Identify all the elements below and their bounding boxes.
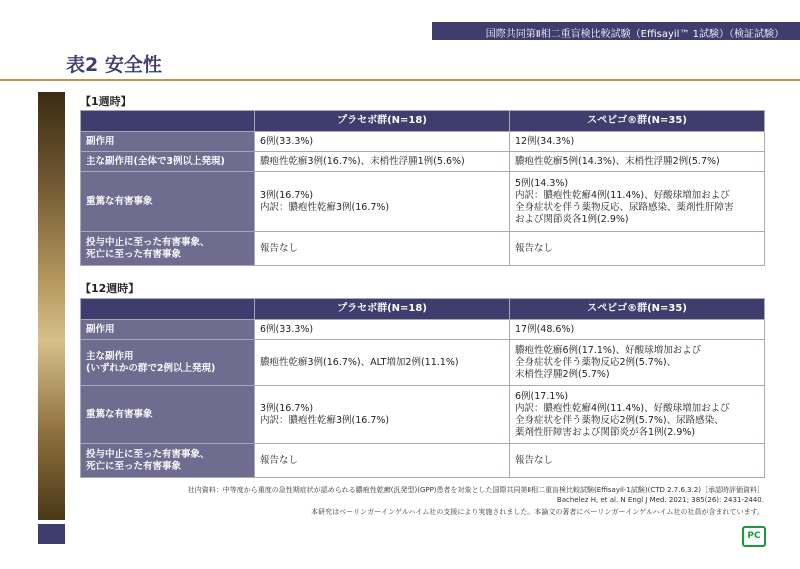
- section-label-week12: 【12週時】: [80, 282, 140, 295]
- title-divider: [0, 79, 800, 81]
- row-label: 主な副作用 (いずれかの群で2例以上発現): [81, 340, 255, 386]
- table-row: [81, 132, 765, 152]
- row-label: 重篤な有害事象: [81, 386, 255, 444]
- spevigo-cell: 5例(14.3%) 内訳：膿疱性乾癬4例(11.4%)、好酸球増加および 全身症状を伴う薬物反応、尿路感染、薬剤性肝障害 および関節炎各1例(2.9%): [510, 172, 765, 232]
- row-label: 投与中止に至った有害事象、 死亡に至った有害事象: [81, 444, 255, 478]
- row-label: 重篤な有害事象: [81, 172, 255, 232]
- table-header-row: [81, 111, 765, 132]
- placebo-cell: 膿疱性乾癬3例(16.7%)、ALT増加2例(11.1%): [255, 340, 510, 386]
- table-row: [81, 340, 765, 386]
- spevigo-cell: 6例(17.1%) 内訳：膿疱性乾癬4例(11.4%)、好酸球増加および 全身症状を伴う薬物反応2例(5.7%)、尿路感染、 薬剤性肝障害および関節炎が各1例(2.9%): [510, 386, 765, 444]
- table-row: [81, 172, 765, 232]
- row-label: 主な副作用(全体で3例以上発現): [81, 152, 255, 172]
- placebo-cell: 3例(16.7%) 内訳：膿疱性乾癬3例(16.7%): [255, 172, 510, 232]
- row-label: 投与中止に至った有害事象、 死亡に至った有害事象: [81, 232, 255, 266]
- row-label: 副作用: [81, 320, 255, 340]
- study-title: 国際共同第Ⅱ相二重盲検比較試験（Effisayil™ 1試験）（検証試験）: [485, 29, 784, 40]
- placebo-cell: 報告なし: [255, 444, 510, 478]
- header-cell-blank: [81, 111, 255, 132]
- table-row: [81, 232, 765, 266]
- placebo-cell: 6例(33.3%): [255, 320, 510, 340]
- table-row: [81, 320, 765, 340]
- section-label-week1: 【1週時】: [80, 95, 132, 108]
- spevigo-cell: 報告なし: [510, 232, 765, 266]
- sidebar-footer-block: [38, 524, 65, 544]
- placebo-cell: 3例(16.7%) 内訳：膿疱性乾癬3例(16.7%): [255, 386, 510, 444]
- safety-table-week1: [80, 110, 765, 266]
- header-cell-spevigo: スペビゴ®群(N=35): [510, 299, 765, 320]
- spevigo-cell: 膿疱性乾癬5例(14.3%)、末梢性浮腫2例(5.7%): [510, 152, 765, 172]
- study-title-bar: [432, 22, 800, 40]
- placebo-cell: 6例(33.3%): [255, 132, 510, 152]
- page-title: 表2 安全性: [66, 54, 162, 76]
- decorative-sidebar: [38, 92, 65, 520]
- footnote-citation: Bachelez H, et al. N Engl J Med. 2021; 385(26): 2431-2440.: [556, 496, 764, 504]
- table-row: [81, 152, 765, 172]
- row-label: 副作用: [81, 132, 255, 152]
- spevigo-cell: 報告なし: [510, 444, 765, 478]
- placebo-cell: 報告なし: [255, 232, 510, 266]
- header-cell-spevigo: スペビゴ®群(N=35): [510, 111, 765, 132]
- placebo-cell: 膿疱性乾癬3例(16.7%)、末梢性浮腫1例(5.6%): [255, 152, 510, 172]
- table-header-row: [81, 299, 765, 320]
- table-row: [81, 386, 765, 444]
- header-cell-blank: [81, 299, 255, 320]
- pc-logo: PC: [742, 526, 766, 547]
- safety-table-week12: [80, 298, 765, 478]
- spevigo-cell: 12例(34.3%): [510, 132, 765, 152]
- spevigo-cell: 膿疱性乾癬6例(17.1%)、好酸球増加および 全身症状を伴う薬物反応2例(5.7%)、 末梢性浮腫2例(5.7%): [510, 340, 765, 386]
- spevigo-cell: 17例(48.6%): [510, 320, 765, 340]
- header-cell-placebo: プラセボ群(N=18): [255, 111, 510, 132]
- header-cell-placebo: プラセボ群(N=18): [255, 299, 510, 320]
- footnote-disclosure: 本研究はベーリンガーインゲルハイム社の支援により実施されました。本論文の著者にベーリンガーインゲルハイム社の社員が含まれています。: [311, 508, 764, 516]
- table-row: [81, 444, 765, 478]
- footnote-source: 社内資料：中等度から重度の急性期症状が認められる膿疱性乾癬(汎発型)(GPP)患者を対象とした国際共同第Ⅱ相二重盲検比較試験(Effisayil-1試験)(CTD 2.7.6.3.2)［承認時評価資料］: [187, 486, 764, 494]
